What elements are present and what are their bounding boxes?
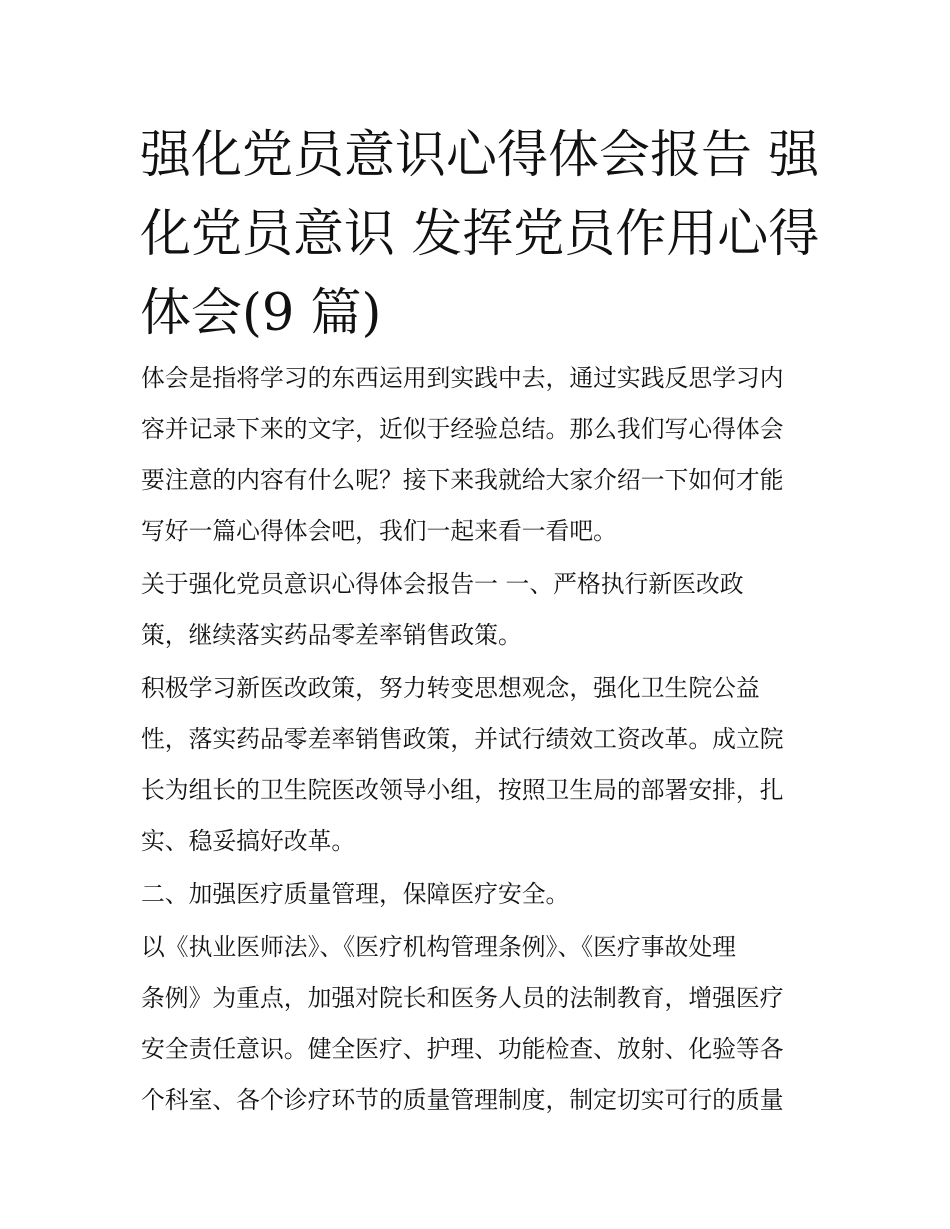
- text-line: 二、加强医疗质量管理，保障医疗安全。: [141, 880, 570, 908]
- paragraph-section-two: [141, 869, 821, 920]
- text-line: 容并记录下来的文字，近似于经验总结。那么我们写心得体会: [141, 415, 784, 443]
- text-line: 策，继续落实药品零差率销售政策。: [141, 621, 522, 649]
- text-line: 关于强化党员意识心得体会报告一 一、严格执行新医改政: [141, 570, 744, 598]
- document-body: [141, 353, 821, 1128]
- title-line: 体会(9 篇): [140, 284, 382, 343]
- text-line: 个科室、各个诊疗环节的质量管理制度，制定切实可行的质量: [141, 1086, 784, 1114]
- paragraph-quality: [141, 922, 821, 1126]
- text-line: 以《执业医师法》、《医疗机构管理条例》、《医疗事故处理: [141, 933, 736, 961]
- paragraph-intro: [141, 353, 821, 557]
- text-line: 写好一篇心得体会吧，我们一起来看一看吧。: [141, 517, 617, 545]
- text-line: 长为组长的卫生院医改领导小组，按照卫生局的部署安排，扎: [141, 776, 784, 804]
- document-title: [140, 116, 820, 353]
- text-line: 实、稳妥搞好改革。: [141, 827, 356, 855]
- text-line: 体会是指将学习的东西运用到实践中去，通过实践反思学习内: [141, 364, 784, 392]
- text-line: 要注意的内容有什么呢？接下来我就给大家介绍一下如何才能: [141, 466, 784, 494]
- text-line: 条例》为重点，加强对院长和医务人员的法制教育，增强医疗: [141, 984, 784, 1012]
- paragraph-reform: [141, 663, 821, 867]
- text-line: 安全责任意识。健全医疗、护理、功能检查、放射、化验等各: [141, 1035, 784, 1063]
- text-line: 性，落实药品零差率销售政策，并试行绩效工资改革。成立院: [141, 725, 784, 753]
- title-line: 强化党员意识心得体会报告 强: [140, 126, 820, 185]
- text-line: 积极学习新医改政策，努力转变思想观念，强化卫生院公益: [141, 674, 760, 702]
- paragraph-report-one: [141, 559, 821, 661]
- title-line: 化党员意识 发挥党员作用心得: [140, 205, 820, 264]
